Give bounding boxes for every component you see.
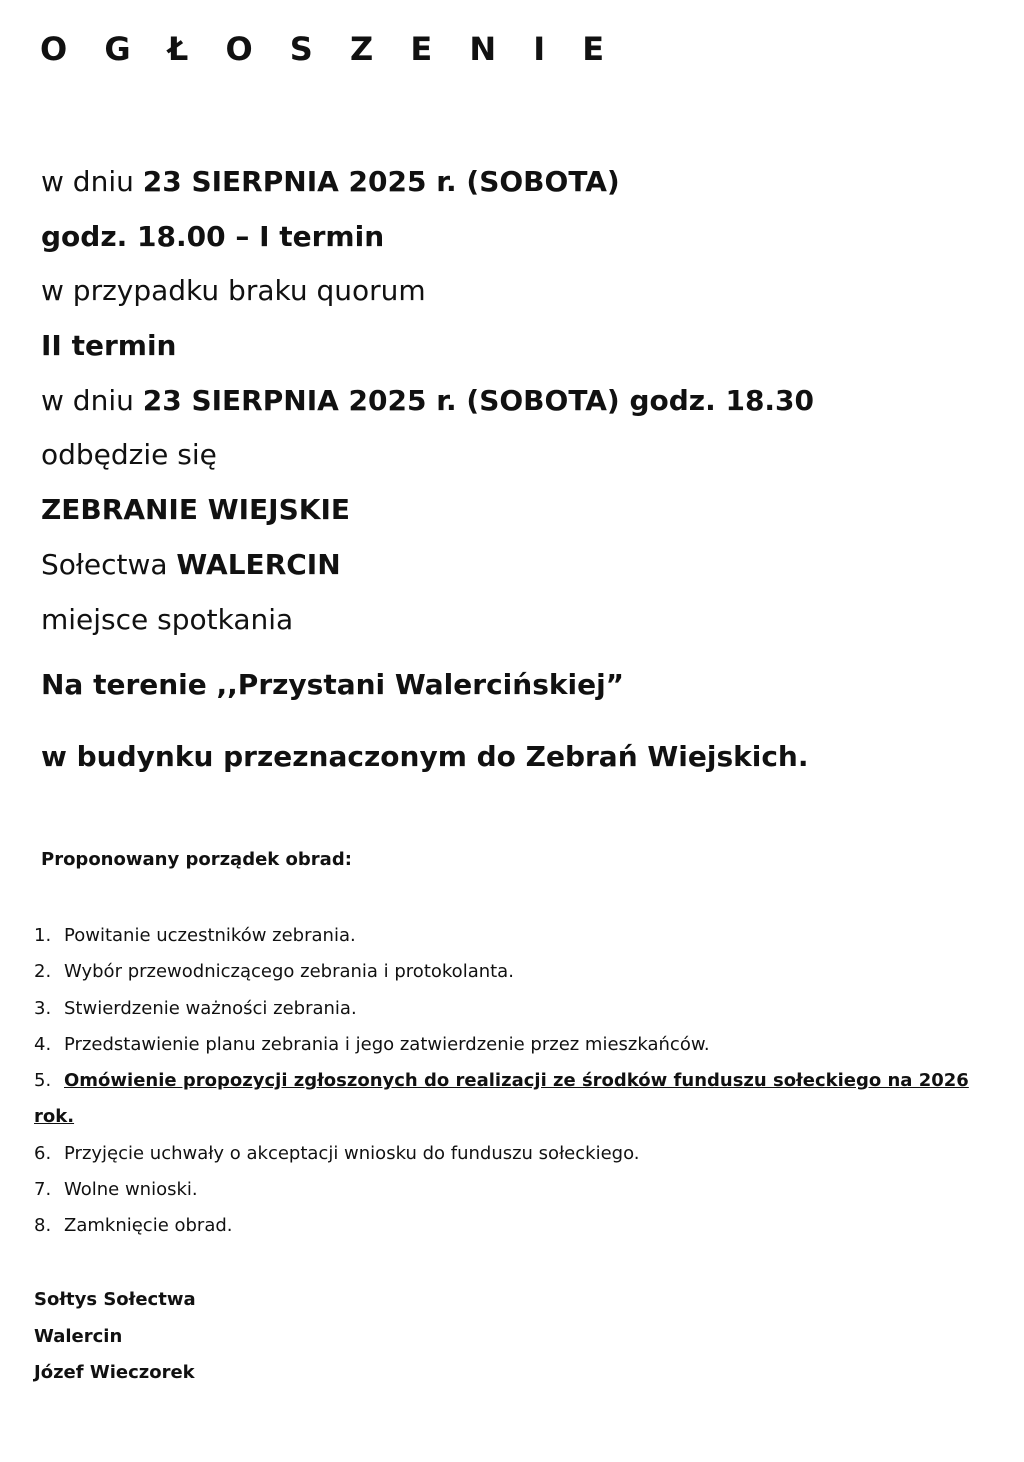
agenda-item-number: 5. [34,1070,52,1092]
agenda-item-text-highlighted: Omówienie propozycji zgłoszonych do realizacji ze środków funduszu sołeckiego na 2026 rok. [34,1070,969,1128]
will-take-place: odbędzie się [41,438,217,472]
agenda-item-text: Zamknięcie obrad. [64,1215,233,1237]
signature-title: Sołtys Sołectwa [34,1289,196,1310]
agenda-item-text: Wolne wnioski. [64,1179,198,1201]
village-name: WALERCIN [176,547,341,581]
announcement-title: O G Ł O S Z E N I E [40,30,618,68]
village-prefix: Sołectwa [41,547,177,581]
date-prefix-second: w dniu [41,383,143,417]
date-line-first [41,155,1001,210]
signature-village: Walercin [34,1325,123,1347]
agenda-item-text: Powitanie uczestników zebrania. [64,925,356,946]
signature-name: Józef Wieczorek [34,1362,195,1384]
agenda-list [34,918,984,1245]
agenda-item [34,1172,984,1208]
village-line [41,538,1001,593]
location-label: miejsce spotkania [41,602,294,636]
second-term-date-time: 23 SIERPNIA 2025 r. (SOBOTA) godz. 18.30 [142,383,815,417]
agenda-item [34,1027,984,1063]
agenda-item-number: 3. [34,997,52,1019]
meeting-date: 23 SIERPNIA 2025 r. (SOBOTA) [142,165,620,198]
agenda-item-number: 8. [34,1215,52,1237]
agenda-item-number: 6. [34,1142,52,1164]
agenda-item-highlighted [34,1063,984,1136]
agenda-item-number: 7. [34,1179,52,1201]
venue-line-2: w budynku przeznaczonym do Zebrań Wiejskich. [41,740,809,773]
agenda-item [34,991,984,1027]
announcement-body [41,155,1001,647]
first-term-time: godz. 18.00 – I termin [41,219,385,253]
date-prefix: w dniu [41,165,143,198]
agenda-title: Proponowany porządek obrad: [41,849,352,870]
agenda-item-text: Przyjęcie uchwały o akceptacji wniosku do funduszu sołeckiego. [64,1142,640,1164]
agenda-item [34,1208,984,1244]
agenda-item-text: Stwierdzenie ważności zebrania. [64,997,357,1019]
agenda-item-number: 2. [34,961,52,983]
agenda-item [34,954,984,990]
agenda-item-text: Przedstawienie planu zebrania i jego zatwierdzenie przez mieszkańców. [64,1033,710,1055]
agenda-item [34,1136,984,1172]
quorum-note: w przypadku braku quorum [41,274,426,308]
agenda-item [34,918,984,954]
meeting-name: ZEBRANIE WIEJSKIE [41,493,350,527]
agenda-item-number: 4. [34,1033,52,1055]
signature-block [34,1282,196,1392]
agenda-item-number: 1. [34,925,52,946]
venue-line-1: Na terenie ,,Przystani Walercińskiej” [41,668,625,701]
second-term-label: II termin [41,329,177,363]
agenda-item-text: Wybór przewodniczącego zebrania i protokolanta. [64,961,514,983]
date-line-second [41,374,1001,429]
